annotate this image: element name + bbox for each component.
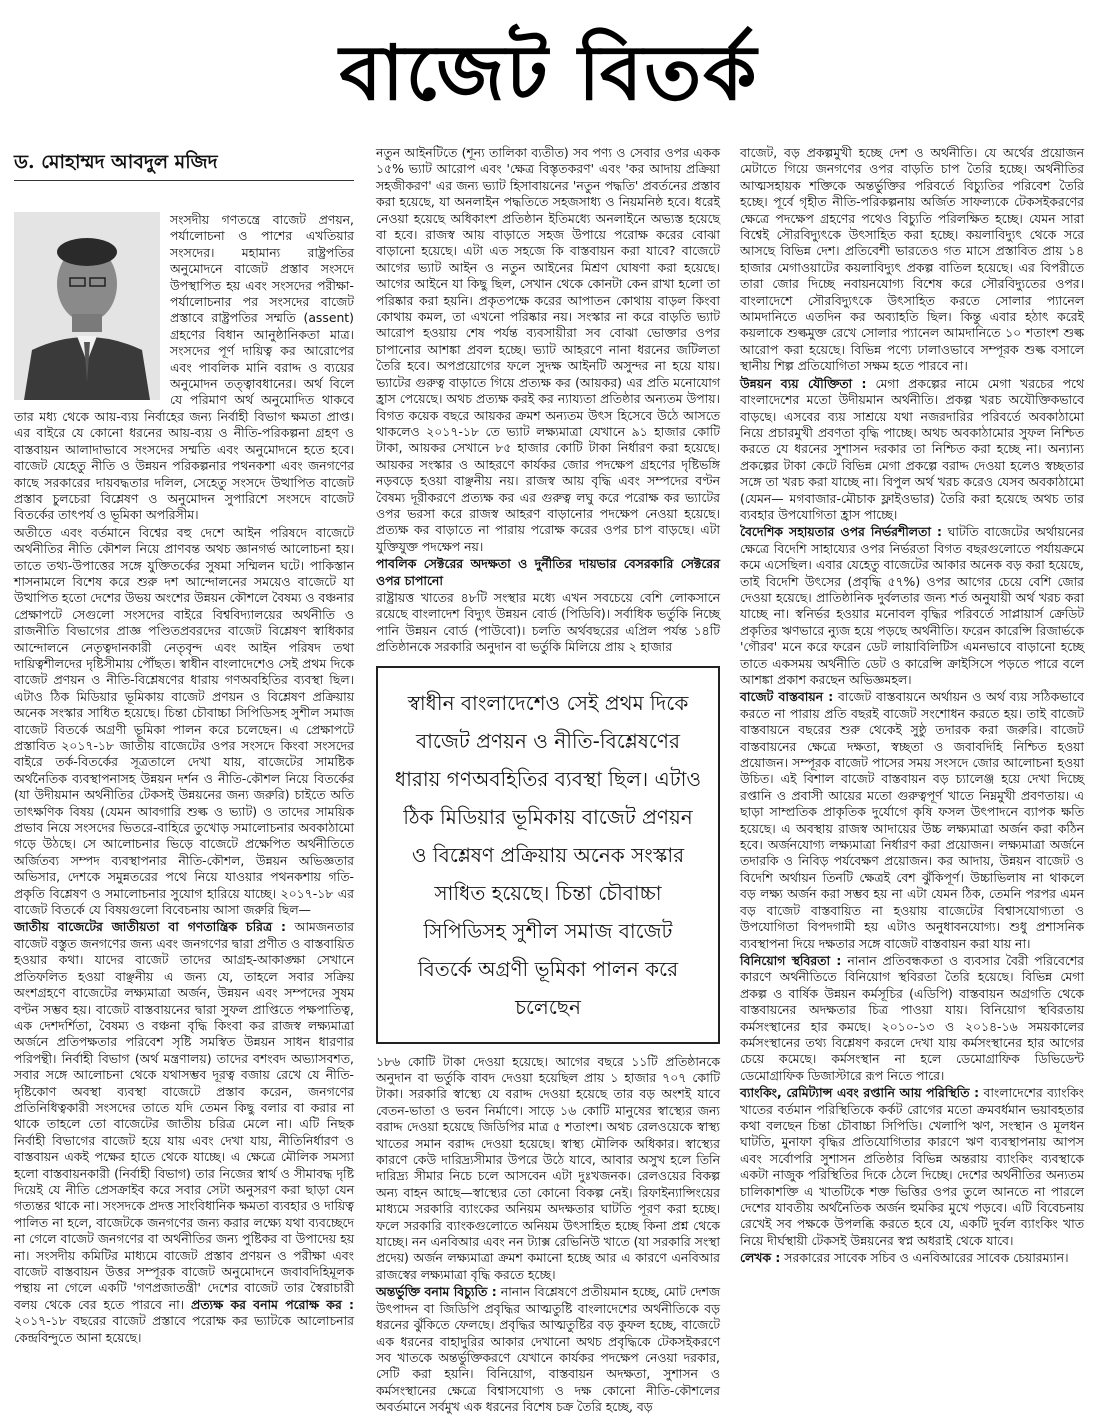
section-national-budget (14, 919, 354, 1346)
section-foreign-aid (740, 524, 1084, 688)
section-heading: পাবলিক সেক্টরের অদক্ষতা ও দুর্নীতির দায়ভার বেসরকারি সেক্টরের ওপর চাপানো (376, 556, 720, 588)
paragraph: বাজেট, বড় প্রকল্পমুখী হচ্ছে দেশ ও অর্থনীতি। যে অর্থের প্রয়োজন মেটাতে গিয়ে জনগণের ওপর বাড়তি চাপ তৈরি হচ্ছে। অর্থনীতির আত্মসহায়ক শক্তিকে অন্তর্ভুক্তির পরিবর্তে বিচ্যুতির পরিবেশ তৈরি হচ্ছে। পূর্বে গৃহীত নীতি-পরিকল্পনায় অর্জিত সাফল্যকে টেকসইকরণের ক্ষেত্রে পদক্ষেপ গ্রহণের পথেও বিচ্যুতি পরিলক্ষিত হচ্ছে। যেমন সারা বিশ্বেই সৌরবিদ্যুৎকে উৎসাহিত করা হচ্ছে। কয়লাবিদ্যুৎ থেকে সরে আসছে বিভিন্ন দেশ। প্রতিবেশী ভারতেও গত মাসে প্রস্তাবিত প্রায় ১৪ হাজার মেগাওয়াটের কয়লাবিদ্যুৎ প্রকল্প বাতিল হয়েছে। এর বিপরীতে তারা জোর দিচ্ছে নবায়নযোগ্য বিশেষ করে সৌরবিদ্যুতের ওপর। বাংলাদেশে সৌরবিদ্যুৎকে উৎসাহিত করতে সোলার প্যানেল আমদানিতে এতদিন কর অব্যাহতি ছিল। কিন্তু এবার হঠাৎ করেই কয়লাকে শুল্কমুক্ত রেখে সোলার প্যানেল আমদানিতে ১০ শতাংশ শুল্ক আরোপ করা হয়েছে। বিভিন্ন পণ্যে ঢালাওভাবে সম্পূরক শুল্ক বসালে স্থানীয় শিল্প প্রতিযোগিতা সক্ষম হতে পারবে না। (740, 145, 1084, 374)
author-portrait-image (14, 212, 160, 400)
headline: বাজেট বিতর্ক (339, 28, 759, 117)
paragraph: ১৮৬ কোটি টাকা দেওয়া হয়েছে। আগের বছরে ১১টি প্রতিষ্ঠানকে অনুদান বা ভর্তুকি বাবদ দেওয়া হয়েছিল প্রায় ১ হাজার ৭০৭ কোটি টাকা। সরকারি স্বাস্থ্যে যে বরাদ্দ দেওয়া হয়েছে তার বড় অংশই যাবে বেতন-ভাতা ও ভবন নির্মাণে। সাড়ে ১৬ কোটি মানুষের স্বাস্থ্যের জন্য বরাদ্দ দেওয়া হয়েছে জিডিপির মাত্র ৫ শতাংশ। অথচ রেলওয়েকে স্বাস্থ্য খাতের সমান বরাদ্দ দেওয়া হয়েছে। স্বাস্থ্য মৌলিক অধিকার। স্বাস্থ্যের কারণে কেউ দারিদ্র্যসীমার উপরে উঠে যাবে, আবার অসুখ হলে তিনি দারিদ্র্য সীমার নিচে চলে আসবেন এটা দুঃখজনক। রেলওয়ের বিকল্প অন্য বাহন আছে—স্বাস্থ্যের তো কোনো বিকল্প নেই। রিফাইন্যান্সিংয়ের মাধ্যমে সরকারি ব্যাংকের অনিয়ম অদক্ষতার ঘাটতি পূরণ করা হচ্ছে। ফলে সরকারি ব্যাংকগুলোতে অনিয়ম উৎসাহিত হচ্ছে কিনা প্রশ্ন থেকে যাচ্ছে। নন এনবিআর এবং নন ট্যাক্স রেভিনিউ খাতে (যা সরকারি সংস্থা প্রদেয়) অর্জন লক্ষ্যমাত্রা ক্রমশ কমানো হচ্ছে আর এ কারণে এনবিআর রাজস্বের লক্ষ্যমাত্রা বৃদ্ধি করতে হচ্ছে। (376, 1053, 720, 1282)
section-text: নানান প্রতিবন্ধকতা ও ব্যবসার বৈরী পরিবেশের কারণে অর্থনীতিতে বিনিয়োগ স্থবিরতা তৈরি হয়েছে। বিভিন্ন মেগা প্রকল্প ও বার্ষিক উন্নয়ন কর্মসূচির (এডিপি) বাস্তবায়ন অগ্রগতি থেকে বাস্তবায়নের অদক্ষতার চিত্র পাওয়া যায়। বিনিয়োগ স্থবিরতায় কর্মসংস্থানের হার কমছে। ২০১০-১৩ ও ২০১৪-১৬ সময়কালের কর্মসংস্থানের তথ্য বিশ্লেষণ করলে দেখা যায় কর্মসংস্থানের হার আগের চেয়ে কমেছে। কর্মসংস্থান না হলে ডেমোগ্রাফিক ডিভিডেন্ট ডেমোগ্রাফিক ডিজাস্টারে রূপ নিতে পারে। (740, 952, 1084, 1083)
section-heading: জাতীয় বাজেটের জাতীয়তা বা গণতান্ত্রিক চরিত্র : (14, 919, 286, 935)
section-text: বাজেট বাস্তবায়নে অর্থায়ন ও অর্থ ব্যয় সঠিকভাবে করতে না পারায় প্রতি বছরই বাজেট সংশোধন করতে হয়। তাই বাজেট বাস্তবায়নে বছরের শুরু থেকেই সুষ্ঠু তদারক করা জরুরি। বাজেট বাস্তবায়নের ক্ষেত্রে দক্ষতা, স্বচ্ছতা ও জবাবদিহি নিশ্চিত হওয়া প্রয়োজন। সম্পূরক বাজেট পাসের সময় সংসদে জোর আলোচনা হওয়া উচিত। এই বিশাল বাজেট বাস্তবায়ন বড় চ্যালেঞ্জ হয়ে দেখা দিচ্ছে রপ্তানি ও প্রবাসী আয়ের মতো গুরুত্বপূর্ণ খাতে নিম্নমুখী প্রবণতায়। এ ছাড়া সাম্প্রতিক প্রাকৃতিক দুর্যোগে কৃষি ফসল উৎপাদনে ব্যাপক ক্ষতি হয়েছে। এ অবস্থায় রাজস্ব আদায়ের উচ্চ লক্ষ্যমাত্রা অর্জন করা কঠিন হবে। অর্জনযোগ্য লক্ষ্যমাত্রা নির্ধারণ করা প্রয়োজন। লক্ষ্যমাত্রা অর্জনে তদারকি ও নিবিড় পর্যবেক্ষণ প্রয়োজন। কর আদায়, উন্নয়ন বাজেট ও বিদেশি অর্থায়ন তিনটি ক্ষেত্রই বেশ ঝুঁকিপূর্ণ। উচ্চাভিলাষ না থাকলে বড় লক্ষ্য অর্জন করা সম্ভব হয় না এটা যেমন ঠিক, তেমনি পরপর এমন বড় বাজেট বাস্তবায়িত না হওয়ায় বাজেটের বিশ্বাসযোগ্যতা ও উপযোগিতা বিপদগামী হয় এটাও অনুধাবনযোগ্য। শুধু প্রশাসনিক ব্যবস্থাপনা দিয়ে দক্ষতার সঙ্গে বাজেট বাস্তবায়ন করা যায় না। (740, 689, 1084, 951)
column-1 (14, 212, 354, 1362)
section-text: বাংলাদেশের ব্যাংকিং খাতের বর্তমান পরিস্থিতিকে কর্কট রোগের মতো ক্রমবর্ধমান ভয়াবহতার কথা বলছেন চিন্তা চৌবাচ্চা সিপিডি। খেলাপি ঋণ, সংস্থান ও মূলধন ঘাটতি, মুনাফা বৃদ্ধির প্রতিযোগিতার কারণে ঋণ ব্যবস্থাপনায় আপস এবং সর্বোপরি সুশাসন প্রতিষ্ঠার বিভিন্ন অন্তরায় ব্যাংকিং ব্যবস্থাকে একটা নাজুক পরিস্থিতির দিকে ঠেলে দিচ্ছে। দেশের অর্থনীতির অন্যতম চালিকাশক্তি এ খাতটিকে শক্ত ভিত্তির ওপর তুলে আনতে না পারলে দেশের যাবতীয় অর্থনৈতিক অর্জন হুমকির মুখে পড়বে। এটি বিবেচনায় রেখেই সব পক্ষকে উপলব্ধি করতে হবে যে, একটি দুর্বল ব্যাংকিং খাত নিয়ে দীর্ঘস্থায়ী টেকসই উন্নয়নের স্বপ্ন অধরাই থেকে যাবে। (740, 1085, 1084, 1248)
pull-quote: স্বাধীন বাংলাদেশেও সেই প্রথম দিকে বাজেট প্রণয়ন ও নীতি-বিশ্লেষণের ধারায় গণঅবহিতির ব্যবস্থা ছিল। এটাও ঠিক মিডিয়ার ভূমিকায় বাজেট প্রণয়ন ও বিশ্লেষণ প্রক্রিয়ায় অনেক সংস্কার সাধিত হয়েছে। চিন্তা চৌবাচ্চা সিপিডিসহ সুশীল সমাজ বাজেট বিতর্কে অগ্রণী ভূমিকা পালন করে চলেছেন (376, 666, 720, 1044)
column-2 (376, 145, 721, 1415)
section-heading: প্রত্যক্ষ কর বনাম পরোক্ষ কর : (191, 1296, 354, 1312)
section-text: ২০১৭-১৮ বছরের বাজেট প্রস্তাবে পরোক্ষ কর ভ্যাটকে আলোচনার কেন্দ্রবিন্দুতে আনা হয়েছে। (14, 1313, 354, 1345)
author-note (740, 1250, 1084, 1266)
intro-paragraph: সংসদীয় গণতন্ত্রে বাজেট প্রণয়ন, পর্যালোচনা ও পাশের এখতিয়ার সংসদের। মহামান্য রাষ্ট্রপতির অনুমোদনে বাজেট প্রস্তাব সংসদে উপস্থাপিত হয় এবং সংসদের পরীক্ষা-পর্যালোচনার পর সংসদের বাজেট প্রস্তাবে রাষ্ট্রপতির সম্মতি (assent) গ্রহণের বিধান আনুষ্ঠানিকতা মাত্র। সংসদের পূর্ণ দায়িত্ব কর আরোপের এবং পাবলিক মানি বরাদ্দ ও ব্যয়ের অনুমোদন তত্ত্বাবধানের। অর্থ বিলে যে পরিমাণ অর্থ অনুমোদিত থাকবে তার মধ্য থেকে আয়-ব্যয় নির্বাহের জন্য নির্বাহী বিভাগ ক্ষমতা প্রাপ্ত। এর বাইরে যে কোনো ধরনের আয়-ব্যয় ও নীতি-পরিকল্পনা গ্রহণ ও বাস্তবায়ন আলাদাভাবে সংসদের সম্মতি এবং অনুমোদনে হতে হবে। বাজেট যেহেতু নীতি ও উন্নয়ন পরিকল্পনার পথনকশা এবং জনগণের কাছে সরকারের দায়বদ্ধতার দলিল, সেহেতু সংসদে উত্থাপিত বাজেট প্রস্তাব চুলচেরা বিশ্লেষণ ও অনুমোদন সুপারিশে সংসদে বাজেট বিতর্কের তাৎপর্য ও ভূমিকা অপরিসীম। (14, 212, 354, 523)
section-inclusion (376, 1284, 720, 1415)
section-heading: বিনিয়োগ স্থবিরতা : (740, 952, 842, 968)
author-photo (14, 212, 160, 400)
section-banking (740, 1085, 1084, 1249)
section-heading: বাজেট বাস্তবায়ন : (740, 689, 834, 705)
section-heading: বৈদেশিক সহায়তার ওপর নির্ভরশীলতা : (740, 524, 942, 540)
author-label: লেখক : (740, 1250, 781, 1266)
byline: ড. মোহাম্মদ আবদুল মজিদ (14, 148, 354, 181)
paragraph: রাষ্ট্রায়ত্ত খাতের ৪৮টি সংস্থার মধ্যে এখন সবচেয়ে বেশি লোকসানে রয়েছে বাংলাদেশ বিদ্যুৎ উন্নয়ন বোর্ড (পিডিবি)। সর্বাধিক ভর্তুকি নিচ্ছে পানি উন্নয়ন বোর্ড (পাউবো)। চলতি অর্থবছরের এপ্রিল পর্যন্ত ১৪টি প্রতিষ্ঠানকে সরকারি অনুদান বা ভর্তুকি মিলিয়ে প্রায় ২ হাজার (376, 589, 720, 655)
section-text: নানান বিশ্লেষণে প্রতীয়মান হচ্ছে, মোট দেশজ উৎপাদন বা জিডিপি প্রবৃদ্ধির আত্মতুষ্টি বাংলাদেশের অর্থনীতিকে বড় ধরনের ঝুঁকিতে ফেলছে। প্রবৃদ্ধির আত্মতুষ্টির বড় কুফল হচ্ছে, বাজেটে এক ধরনের বাহাদুরির আকার দেখানো অথচ প্রবৃদ্ধিকে টেকসইকরণে সব খাতকে অন্তর্ভুক্তিকরণে যেখানে কার্যকর পদক্ষেপ নেওয়া দরকার, সেটি করা হয়নি। বিনিয়োগ, বাস্তবায়ন অদক্ষতা, সুশাসন ও কর্মসংস্থানের ক্ষেত্রে বিশ্বাসযোগ্য ও দক্ষ কোনো নীতি-কৌশলের অবর্তমানে সর্বমুখ এক ধরনের বিশেষ চক্র তৈরি হচ্ছে, বড় (376, 1284, 721, 1415)
column-3 (740, 145, 1084, 1362)
section-text: ঘাটতি বাজেটের অর্থায়নের ক্ষেত্রে বিদেশি সাহায্যের ওপর নির্ভরতা বিগত বছরগুলোতে পর্যায়ক্রমে কমে এসেছিল। এবার যেহেতু বাজেটের আকার অনেক বড় করা হয়েছে, তাই বিদেশি উৎসের (প্রবৃদ্ধি ৫৭%) ওপর আগের চেয়ে বেশি জোর দেওয়া হয়েছে। প্রাতিষ্ঠানিক দুর্বলতার জন্য শর্ত অনুযায়ী অর্থ খরচ করা যাচ্ছে না। স্বনির্ভর হওয়ার মনোবল বৃদ্ধির পরিবর্তে সাপ্লায়ার্স ক্রেডিট প্রকৃতির ঋণভারে ন্যুজ হয়ে পড়ছে অর্থনীতি। ফরেন কারেন্সি রিজার্ভকে 'গৌরব' মনে করে ফরেন ডেট লায়াবিলিটিস এমনভাবে বাড়ানো হচ্ছে তাতে একসময় অর্থনীতি ডেট ও কারেন্সি ক্রাইসিসে পড়তে পারে বলে আশঙ্কা প্রকাশ করছেন অভিজ্ঞমহল। (740, 524, 1085, 687)
section-development-cost (740, 376, 1084, 524)
section-text: মেগা প্রকল্পের নামে মেগা খরচের পথে বাংলাদেশের মতো উদীয়মান অর্থনীতি। প্রকল্প খরচ অযৌক্তিকভাবে বাড়ছে। এসবের ব্যয় সাশ্রয়ে যথা নজরদারির পরিবর্তে অবকাঠামো নিয়ে প্রচারমুখী প্রবণতা বৃদ্ধি পাচ্ছে। অথচ অবকাঠামোর সুফল নিশ্চিত করতে যে ধরনের সুশাসন দরকার তা নিশ্চিত করা হচ্ছে না। অন্যান্য প্রকল্পের টাকা কেটে বিভিন্ন মেগা প্রকল্পে বরাদ্দ দেওয়া হলেও স্বচ্ছতার সঙ্গে তা খরচ করা যাচ্ছে না। বিপুল অর্থ খরচ করেও যেসব অবকাঠামো (যেমন— মগবাজার-মৌচাক ফ্লাইওভার) তৈরি করা হয়েছে অথচ তার ব্যবহার উপযোগিতা হ্রাস পাচ্ছে। (740, 375, 1084, 522)
paragraph: নতুন আইনটিতে (শূন্য তালিকা ব্যতীত) সব পণ্য ও সেবার ওপর একক ১৫% ভ্যাট আরোপ এবং 'ক্ষেত্র বিস্তৃতকরণ' এবং 'কর আদায় প্রক্রিয়া সহজীকরণ' এর জন্য ভ্যাট হিসাবায়নের 'নতুন পদ্ধতি' প্রবর্তনের প্রস্তাব করা হয়েছে, যা অনলাইন পদ্ধতিতে সহজসাধ্য ও নিয়মনিষ্ঠ হবে। ধরেই নেওয়া হয়েছে অধিকাংশ প্রতিষ্ঠান ইতিমধ্যে অনলাইনে অভ্যস্ত হয়েছে বা হবে। রাজস্ব আয় বাড়াতে সহজ উপায়ে পরোক্ষ করের বোঝা বাড়ানো হয়েছে। এটা এত সহজে কি বাস্তবায়ন করা যাবে? বাজেটে আগের ভ্যাট আইন ও নতুন আইনের মিশ্রণ ঘোষণা করা হয়েছে। আগের আইনে যা কিছু ছিল, সেখান থেকে কোনটা কেন রাখা হলো তা পরিষ্কার করা হয়নি। প্রকৃতপক্ষে করের আপাতন কোথায় বাড়ল কিংবা কোথায় কমল, তা এখনো পরিষ্কার নয়। সংস্কার না করে বাড়তি ভ্যাট আরোপ হওয়ায় শেষ পর্যন্ত ব্যবসায়ীরা সব বোঝা ভোক্তার ওপর চাপানোর আশঙ্কা প্রবল হচ্ছে। ভ্যাট আহরণে নানা ধরনের জটিলতা তৈরি হবে। অপপ্রয়োগের ফলে সুদক্ষ আইনটি অসুন্দর না হয়ে যায়। ভ্যাটের গুরুত্ব বাড়াতে গিয়ে প্রত্যক্ষ কর (আয়কর) এর প্রতি মনোযোগ হ্রাস পেয়েছে। অথচ প্রত্যক্ষ করই কর ন্যায্যতা প্রতিষ্ঠার অন্যতম উপায়। বিগত কয়েক বছরে আয়কর ক্রমশ অন্যতম উৎস হিসেবে উঠে আসতে থাকলেও ২০১৭-১৮ তে ভ্যাট লক্ষ্যমাত্রা যেখানে ৯১ হাজার কোটি টাকা, আয়কর সেখানে ৮৫ হাজার কোটি টাকা নির্ধারণ করা হয়েছে। আয়কর সংস্কার ও আহরণে কার্যকর জোর পদক্ষেপ গ্রহণের দৃষ্টিভঙ্গি নড়বড়ে হওয়া বাঞ্ছনীয় নয়। রাজস্ব আয় বৃদ্ধি এবং সম্পদের বণ্টন বৈষম্য দূরীকরণে প্রত্যক্ষ কর এর গুরুত্ব লঘু করে পরোক্ষ কর ভ্যাটের ওপর ভরসা করে রাজস্ব আহরণ বাড়ানোর পদক্ষেপ নেওয়া হয়েছে। প্রত্যক্ষ কর বাড়াতে না পারায় পরোক্ষ করের ওপর চাপ বাড়ছে। এটা যুক্তিযুক্ত পদক্ষেপ নয়। (376, 145, 720, 554)
section-investment-stagnation (740, 953, 1084, 1084)
section-heading: অন্তর্ভুক্তি বনাম বিচ্যুতি : (376, 1284, 497, 1300)
author-text: সরকারের সাবেক সচিব ও এনবিআরের সাবেক চেয়ারম্যান। (780, 1250, 1069, 1266)
paragraph: অতীতে এবং বর্তমানে বিশ্বের বহু দেশে আইন পরিষদে বাজেটে অর্থনীতির নীতি কৌশল নিয়ে প্রাণবন্ত অথচ জ্ঞানগর্ভ আলোচনা হয়। তাতে তথ্য-উপাত্তের সঙ্গে যুক্তিতর্কের সুষমা সম্মিলন ঘটে। পাকিস্তান শাসনামলে বিশেষ করে শুরু দশ আন্দোলনের সময়েও বাজেটে যা উত্থাপিত হতো দেশের উভয় অংশের উন্নয়ন কৌশলে বৈষম্য ও বঞ্চনার প্রেক্ষাপটে সেগুলো সংসদের বাইরে বিশ্ববিদ্যালয়ের অর্থনীতি ও রাজনীতি বিভাগের প্রাজ্ঞ পণ্ডিতপ্রবরদের বাজেট বিশ্লেষণ স্বাধিকার আন্দোলনে নেতৃত্বদানকারী নেতৃবৃন্দ এবং আইন পরিষদ তথা দায়িত্বশীলদের দৃষ্টিসীমায় পৌঁছত। স্বাধীন বাংলাদেশেও সেই প্রথম দিকে বাজেট প্রণয়ন ও নীতি-বিশ্লেষণের ধারায় গণঅবহিতির ব্যবস্থা ছিল। এটাও ঠিক মিডিয়ার ভূমিকায় বাজেট প্রণয়ন ও বিশ্লেষণ প্রক্রিয়ায় অনেক সংস্কার সাধিত হয়েছে। চিন্তা চৌবাচ্চা সিপিডিসহ সুশীল সমাজ বাজেট বিতর্কে অগ্রণী ভূমিকা পালন করে চলেছেন। এ প্রেক্ষাপটে প্রস্তাবিত ২০১৭-১৮ জাতীয় বাজেটের ওপর সংসদে কিংবা সংসদের বাইরে তর্ক-বিতর্কের সূত্রতালে দেখা যায়, বাজেটের সামষ্টিক অর্থনৈতিক ব্যবস্থাপনাসহ উন্নয়ন দর্শন ও নীতি-কৌশল নিয়ে বিতর্কের (যা উদীয়মান অর্থনীতির টেকসই উন্নয়নের জন্য জরুরি) চাইতে অতি তাৎক্ষণিক বিষয় (যেমন আবগারি শুল্ক ও ভ্যাট) ও তাদের সাময়িক প্রভাব নিয়ে সংসদের ভিতরে-বাহিরে তুখোড় সমালোচনার অবকাঠামো গড়ে উঠছে। সে আলোচনার ভিড়ে বাজেটে প্রক্ষেপিত অর্থনীতিতে অর্জিতব্য সম্পদ ব্যবস্থাপনার নীতি-কৌশল, উন্নয়ন অভিজ্ঞতার অভিসার, দেশকে সমুন্নতরের পথে নিয়ে যাওয়ার পথনকশায় গতি-প্রকৃতি বিশ্লেষণ ও সমালোচনার সুযোগ হারিয়ে যাচ্ছে। ২০১৭-১৮ এর বাজেট বিতর্কে যে বিষয়গুলো বিবেচনায় আসা জরুরি ছিল— (14, 524, 354, 918)
section-heading: উন্নয়ন ব্যয় যৌক্তিতা : (740, 375, 867, 391)
section-budget-implementation (740, 689, 1084, 952)
section-heading: ব্যাংকিং, রেমিট্যান্স এবং রপ্তানি আয় পরিস্থিতি : (740, 1085, 980, 1101)
section-text: আমজনতার বাজেট বস্তুত জনগণের জন্য এবং জনগণের দ্বারা প্রণীত ও বাস্তবায়িত হওয়ার কথা। যাদের বাজেট তাদের আগ্রহ-আকাঙ্ক্ষা সেখানে প্রতিফলিত হওয়া বাঞ্ছনীয় এ জন্য যে, তাহলে সবার সক্রিয় অংশগ্রহণে বাজেটের লক্ষ্যমাত্রা অর্জন, উন্নয়ন এবং সম্পদের সুষম বণ্টন সম্ভব হয়। বাজেট বাস্তবায়নের দ্বারা সুফল প্রাপ্তিতে পক্ষপাতিত্ব, এক দেশদর্শিতা, বৈষম্য ও বঞ্চনা বৃদ্ধি কিংবা কর রাজস্ব লক্ষ্যমাত্রা অর্জনে প্রতিপক্ষতার পরিবেশ সৃষ্টি সমস্বিত উন্নয়ন সাধন ধারণার পরিপন্থী। নির্বাহী বিভাগ (অর্থ মন্ত্রণালয়) তাদের বশংবদ অভ্যাসবশত, সবার সঙ্গে আলোচনা থেকে যথাসম্ভব দূরত্ব বজায় রেখে যে নীতি-দৃষ্টিকোণ অবস্থা ব্যবস্থা বাজেটে প্রস্তাব করেন, জনগণের প্রতিনিধিত্বকারী সংসদের তাতে যদি তেমন কিছু বলার বা করার না থাকে তাহলে তো বাজেটের জাতীয় চরিত্র মেলে না। এটি নিছক নির্বাহী বিভাগের বাজেট হয়ে যায় এবং দেখা যায়, নীতিনির্ধারণ ও বাস্তবায়ন একই পক্ষের হাতে থেকে যাচ্ছে। এ ক্ষেত্রে মৌলিক সমস্যা হলো বাস্তবায়নকারী (নির্বাহী বিভাগ) তার নিজের স্বার্থ ও সীমাবদ্ধ দৃষ্টি দিয়েই যে নীতি প্রেসক্রাইব করে সবার সেটা অনুসরণ করা ছাড়া যেন গত্যন্তর থাকে না। সংসদকে প্রদত্ত সাংবিধানিক ক্ষমতা ব্যবহার ও দায়িত্ব পালিত না হলে, বাজেটকে জনগণের জন্য করার লক্ষ্যে যথা ব্যবচ্ছেদে না গেলে বাজেট জনগণের বা অর্থনীতির জন্য পুষ্টিকর বা উপাদেয় হয় না। সংসদীয় কমিটির মাধ্যমে বাজেট প্রস্তাব প্রণয়ন ও পরীক্ষা এবং বাজেট বাস্তবায়ন উত্তর সম্পূরক বাজেট অনুমোদনে জবাবদিহিমূলক পন্থায় না গেলে একটি 'গণপ্রজাতন্ত্রী' দেশের বাজেট তার স্বৈরাচারী বলয় থেকে বের হতে পারবে না। (14, 919, 354, 1312)
